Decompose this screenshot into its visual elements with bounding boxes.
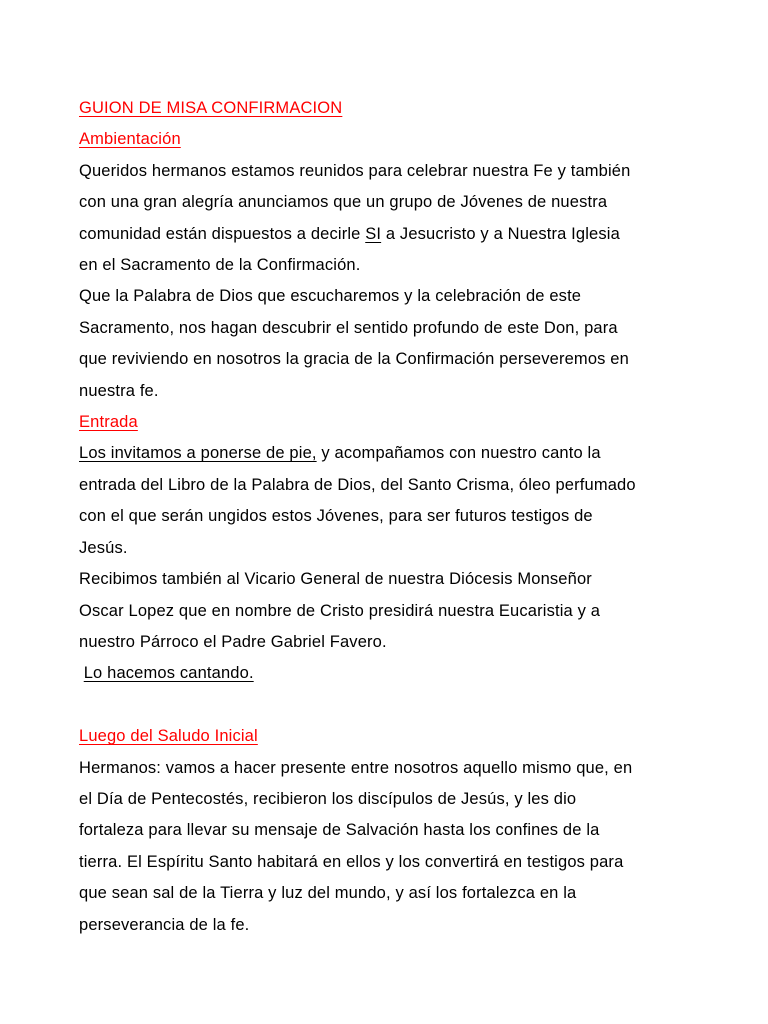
underlined-si: SI: [365, 224, 382, 243]
text-line: que reviviendo en nosotros la gracia de la Confirmación perseveremos en: [79, 350, 629, 369]
paragraph: [79, 753, 719, 941]
paragraph: [79, 156, 719, 282]
text-line: fortaleza para llevar su mensaje de Salvación hasta los confines de la: [79, 821, 600, 840]
section-heading-entrada: Entrada: [79, 413, 138, 432]
paragraph: [79, 438, 719, 564]
blank-line: [79, 690, 719, 721]
text-line: nuestro Párroco el Padre Gabriel Favero.: [79, 632, 387, 651]
text-line: el Día de Pentecostés, recibieron los discípulos de Jesús, y les dio: [79, 789, 577, 808]
text-line: Hermanos: vamos a hacer presente entre nosotros aquello mismo que, en: [79, 758, 633, 777]
text-line: Que la Palabra de Dios que escucharemos y la celebración de este: [79, 287, 582, 306]
text-line: nuestra fe.: [79, 381, 159, 400]
text-span: a Jesucristo y a Nuestra Iglesia: [381, 224, 620, 243]
paragraph: [79, 281, 719, 407]
document-title: GUION DE MISA CONFIRMACION: [79, 99, 343, 117]
text-line: entrada del Libro de la Palabra de Dios, del Santo Crisma, óleo perfumado: [79, 475, 636, 494]
document-body: [79, 93, 719, 941]
text-line: Queridos hermanos estamos reunidos para celebrar nuestra Fe y también: [79, 161, 631, 180]
text-span: comunidad están dispuestos a decirle: [79, 224, 366, 243]
underlined-instruction: Los invitamos a ponerse de pie,: [79, 444, 317, 463]
text-line: perseverancia de la fe.: [79, 915, 250, 934]
underlined-closing: Lo hacemos cantando.: [83, 664, 254, 683]
text-span: y acompañamos con nuestro canto la: [316, 444, 601, 463]
text-line: con una gran alegría anunciamos que un grupo de Jóvenes de nuestra: [79, 193, 608, 212]
text-line: con el que serán ungidos estos Jóvenes, para ser futuros testigos de: [79, 507, 593, 526]
text-line: tierra. El Espíritu Santo habitará en ellos y los convertirá en testigos para: [79, 852, 624, 871]
text-line: [79, 438, 719, 469]
paragraph: [79, 564, 719, 658]
text-line: Jesús.: [79, 538, 128, 557]
text-line: en el Sacramento de la Confirmación.: [79, 256, 361, 275]
text-line: que sean sal de la Tierra y luz del mundo, y así los fortalezca en la: [79, 884, 577, 903]
text-line: Sacramento, nos hagan descubrir el sentido profundo de este Don, para: [79, 318, 618, 337]
text-line: [79, 219, 719, 250]
text-line: Oscar Lopez que en nombre de Cristo presidirá nuestra Eucaristia y a: [79, 601, 601, 620]
text-line: Recibimos también al Vicario General de nuestra Diócesis Monseñor: [79, 570, 592, 589]
text-line: [79, 658, 719, 689]
section-heading-ambientacion: Ambientación: [79, 130, 181, 149]
section-heading-saludo-inicial: Luego del Saludo Inicial: [79, 727, 258, 746]
